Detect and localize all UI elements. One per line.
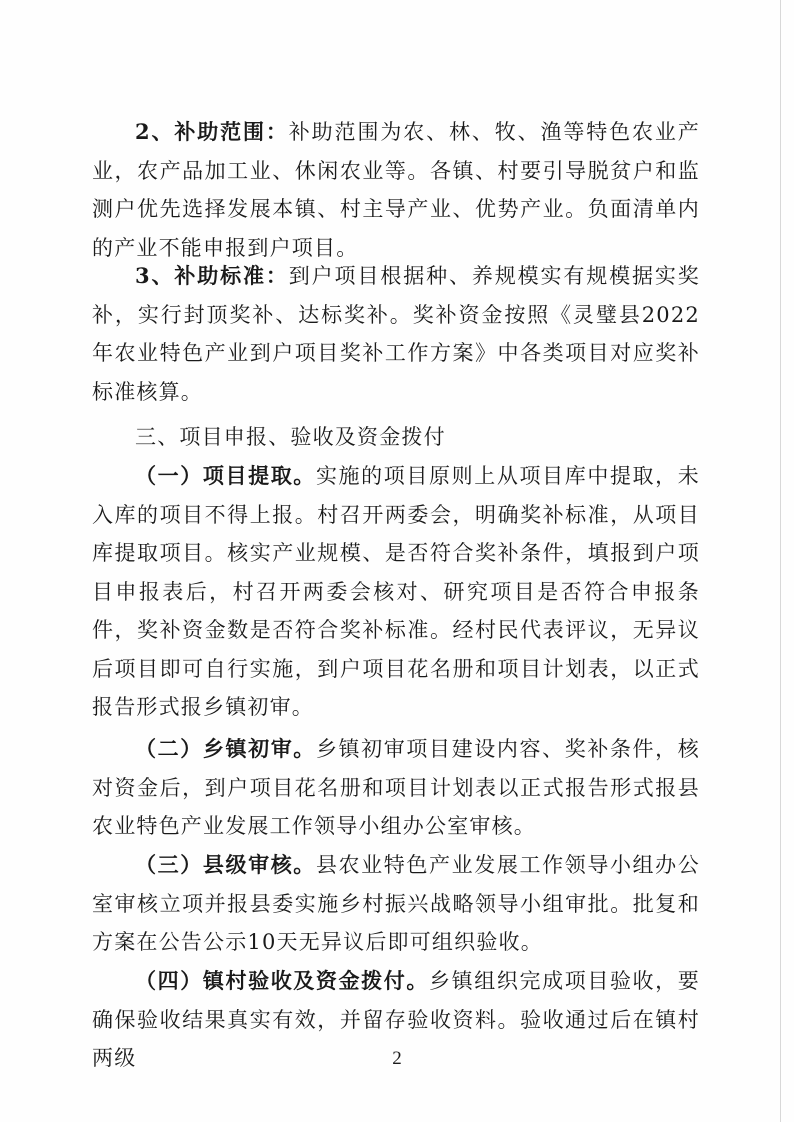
paragraph-subsidy-standard bbox=[92, 257, 700, 411]
paragraph-text: 到户项目根据种、养规模实有规模据实奖补，实行封顶奖补、达标奖补。奖补资金按照《灵璧县2022年农业特色产业到户项目奖补工作方案》中各类项目对应奖补标准核算。 bbox=[92, 264, 700, 404]
paragraph-text: 实施的项目原则上从项目库中提取，未入库的项目不得上报。村召开两委会，明确奖补标准，从项目库提取项目。核实产业规模、是否符合奖补条件，填报到户项目申报表后，村召开两委会核对、研究项目是否符合申报条件，奖补资金数是否符合奖补标准。经村民代表评议，无异议后项目即可自行实施，到户项目花名册和项目计划表，以正式报告形式报乡镇初审。 bbox=[92, 464, 700, 719]
paragraph-lead: （三）县级审核。 bbox=[135, 852, 316, 877]
paragraph-lead: （四）镇村验收及资金拨付。 bbox=[135, 968, 430, 993]
paragraph-lead: （二）乡镇初审。 bbox=[135, 736, 316, 761]
paragraph-text: 乡镇初审项目建设内容、奖补条件，核对资金后，到户项目花名册和项目计划表以正式报告形式报县农业特色产业发展工作领导小组办公室审核。 bbox=[92, 737, 700, 838]
paragraph-subsidy-scope bbox=[92, 113, 700, 267]
page-number: 2 bbox=[392, 1048, 402, 1069]
paragraph-project-extraction bbox=[92, 457, 700, 727]
paragraph-lead: （一）项目提取。 bbox=[135, 463, 316, 488]
paragraph-lead: 3、补助标准： bbox=[135, 263, 289, 288]
section-heading: 三、项目申报、验收及资金拨付 bbox=[135, 425, 446, 449]
paragraph-text: 补助范围为农、林、牧、渔等特色农业产业，农产品加工业、休闲农业等。各镇、村要引导脱贫户和监测户优先选择发展本镇、村主导产业、优势产业。负面清单内的产业不能申报到户项目。 bbox=[92, 120, 700, 260]
scan-edge-line bbox=[780, 0, 781, 1122]
paragraph-text: 县农业特色产业发展工作领导小组办公室审核立项并报县委实施乡村振兴战略领导小组审批。批复和方案在公告公示10天无异议后即可组织验收。 bbox=[92, 853, 700, 954]
paragraph-county-review bbox=[92, 846, 700, 962]
paragraph-text: 乡镇组织完成项目验收，要确保验收结果真实有效，并留存验收资料。验收通过后在镇村两级 bbox=[92, 969, 700, 1070]
paragraph-lead: 2、补助范围： bbox=[135, 119, 289, 144]
paragraph-township-review bbox=[92, 730, 700, 846]
